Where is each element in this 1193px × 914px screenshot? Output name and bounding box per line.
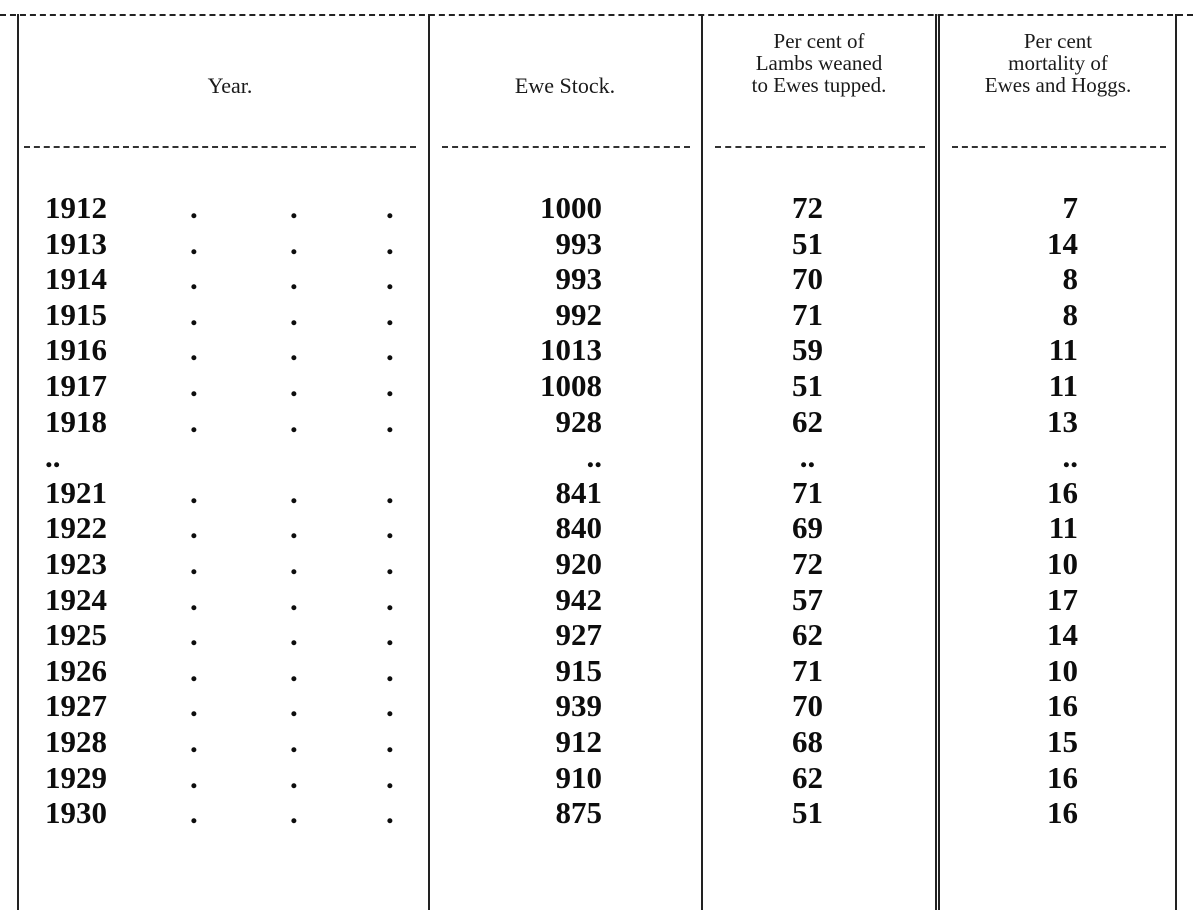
- ewe-stock-cell: 1008: [540, 368, 602, 403]
- year-cell: 1929: [45, 760, 107, 795]
- table-row-gap: [0, 439, 1193, 474]
- table-row: 1923 . . . 920 72 10: [45, 546, 1078, 581]
- ewe-stock-cell: 910: [555, 760, 602, 795]
- ewe-stock-cell: 841: [555, 475, 602, 510]
- mortality-cell: ..: [1062, 439, 1078, 474]
- table-row: 1914 . . . 993 70 8: [45, 261, 1078, 296]
- header-rule: [952, 146, 1166, 148]
- year-cell: ..: [45, 439, 61, 474]
- lambs-weaned-cell: 51: [792, 795, 823, 830]
- year-cell: 1915: [45, 297, 107, 332]
- ewe-stock-cell: 927: [555, 617, 602, 652]
- header-lambs-weaned: [705, 30, 933, 96]
- table-row: 1928 . . . 912 68 15: [45, 724, 1078, 759]
- header-mortality-line: Ewes and Hoggs.: [984, 73, 1132, 97]
- header-mortality-line: Per cent: [1023, 29, 1093, 53]
- mortality-cell: 10: [1047, 653, 1078, 688]
- mortality-cell: 14: [1047, 226, 1078, 261]
- table-row: 1930 . . . 875 51 16: [45, 795, 1078, 830]
- lambs-weaned-cell: 70: [792, 688, 823, 723]
- year-cell: 1912: [45, 190, 107, 225]
- lambs-weaned-cell: 62: [792, 404, 823, 439]
- table-row: 1929 . . . 910 62 16: [45, 760, 1078, 795]
- header-lambs-line: Per cent of: [773, 29, 865, 53]
- year-cell: 1930: [45, 795, 107, 830]
- mortality-cell: 16: [1047, 688, 1078, 723]
- ewe-stock-cell: 875: [555, 795, 602, 830]
- mortality-cell: 11: [1048, 510, 1078, 545]
- header-rule: [715, 146, 925, 148]
- lambs-weaned-cell: 72: [792, 546, 823, 581]
- lambs-weaned-cell: 51: [792, 368, 823, 403]
- mortality-cell: 8: [1062, 261, 1078, 296]
- lambs-weaned-cell: 62: [792, 617, 823, 652]
- table-row: 1926 . . . 915 71 10: [45, 653, 1078, 688]
- lambs-weaned-cell: 62: [792, 760, 823, 795]
- lambs-weaned-cell: 70: [792, 261, 823, 296]
- mortality-cell: 7: [1062, 190, 1078, 225]
- header-mortality-line: mortality of: [1008, 51, 1108, 75]
- year-cell: 1914: [45, 261, 107, 296]
- header-year: Year.: [207, 73, 253, 98]
- ewe-stock-cell: 915: [555, 653, 602, 688]
- mortality-cell: 8: [1062, 297, 1078, 332]
- ewe-stock-cell: ..: [586, 439, 602, 474]
- mortality-cell: 11: [1048, 332, 1078, 367]
- year-cell: 1924: [45, 582, 107, 617]
- ewe-stock-cell: 840: [555, 510, 602, 545]
- ewe-stock-cell: 939: [555, 688, 602, 723]
- lambs-weaned-cell: ..: [799, 439, 816, 474]
- mortality-cell: 17: [1047, 582, 1078, 617]
- table-row: 1915 . . . 992 71 8: [45, 297, 1078, 332]
- lambs-weaned-cell: 59: [792, 332, 823, 367]
- table-row: 1912 . . . 1000 72 7: [45, 190, 1078, 225]
- mortality-cell: 10: [1047, 546, 1078, 581]
- year-cell: 1918: [45, 404, 107, 439]
- table-row: 1927 . . . 939 70 16: [45, 688, 1078, 723]
- ewe-stock-cell: 920: [555, 546, 602, 581]
- header-rule: [24, 146, 416, 148]
- ewe-stock-cell: 912: [555, 724, 602, 759]
- table-row: 1917 . . . 1008 51 11: [45, 368, 1078, 403]
- header-ewe-stock: Ewe Stock.: [514, 73, 616, 98]
- mortality-cell: 16: [1047, 475, 1078, 510]
- year-cell: 1923: [45, 546, 107, 581]
- ewe-stock-cell: 993: [555, 226, 602, 261]
- year-cell: 1913: [45, 226, 107, 261]
- table-row: 1913 . . . 993 51 14: [45, 226, 1078, 261]
- top-rule: [0, 14, 1193, 16]
- lambs-weaned-cell: 68: [792, 724, 823, 759]
- lambs-weaned-cell: 71: [792, 475, 823, 510]
- header-lambs-line: to Ewes tupped.: [751, 73, 887, 97]
- year-cell: 1917: [45, 368, 107, 403]
- year-cell: 1916: [45, 332, 107, 367]
- mortality-cell: 16: [1047, 760, 1078, 795]
- year-cell: 1921: [45, 475, 107, 510]
- year-cell: 1927: [45, 688, 107, 723]
- table-row: 1918 . . . 928 62 13: [45, 404, 1078, 439]
- year-cell: 1928: [45, 724, 107, 759]
- mortality-cell: 15: [1047, 724, 1078, 759]
- year-cell: 1922: [45, 510, 107, 545]
- ewe-stock-cell: 992: [555, 297, 602, 332]
- table-row: 1925 . . . 927 62 14: [45, 617, 1078, 652]
- header-rule: [442, 146, 690, 148]
- lambs-weaned-cell: 51: [792, 226, 823, 261]
- lambs-weaned-cell: 72: [792, 190, 823, 225]
- ewe-stock-cell: 1013: [540, 332, 602, 367]
- ewe-stock-cell: 928: [555, 404, 602, 439]
- table-row: 1922 . . . 840 69 11: [45, 510, 1078, 545]
- ewe-stock-cell: 993: [555, 261, 602, 296]
- mortality-cell: 11: [1048, 368, 1078, 403]
- mortality-cell: 13: [1047, 404, 1078, 439]
- table-row: 1924 . . . 942 57 17: [45, 582, 1078, 617]
- mortality-cell: 14: [1047, 617, 1078, 652]
- header-mortality: [942, 30, 1174, 96]
- year-cell: 1925: [45, 617, 107, 652]
- mortality-cell: 16: [1047, 795, 1078, 830]
- table-row: 1921 . . . 841 71 16: [45, 475, 1078, 510]
- lambs-weaned-cell: 71: [792, 297, 823, 332]
- ewe-stock-cell: 942: [555, 582, 602, 617]
- ewe-stock-cell: 1000: [540, 190, 602, 225]
- lambs-weaned-cell: 71: [792, 653, 823, 688]
- lambs-weaned-cell: 69: [792, 510, 823, 545]
- year-cell: 1926: [45, 653, 107, 688]
- table-row: 1916 . . . 1013 59 11: [45, 332, 1078, 367]
- header-lambs-line: Lambs weaned: [755, 51, 883, 75]
- lambs-weaned-cell: 57: [792, 582, 823, 617]
